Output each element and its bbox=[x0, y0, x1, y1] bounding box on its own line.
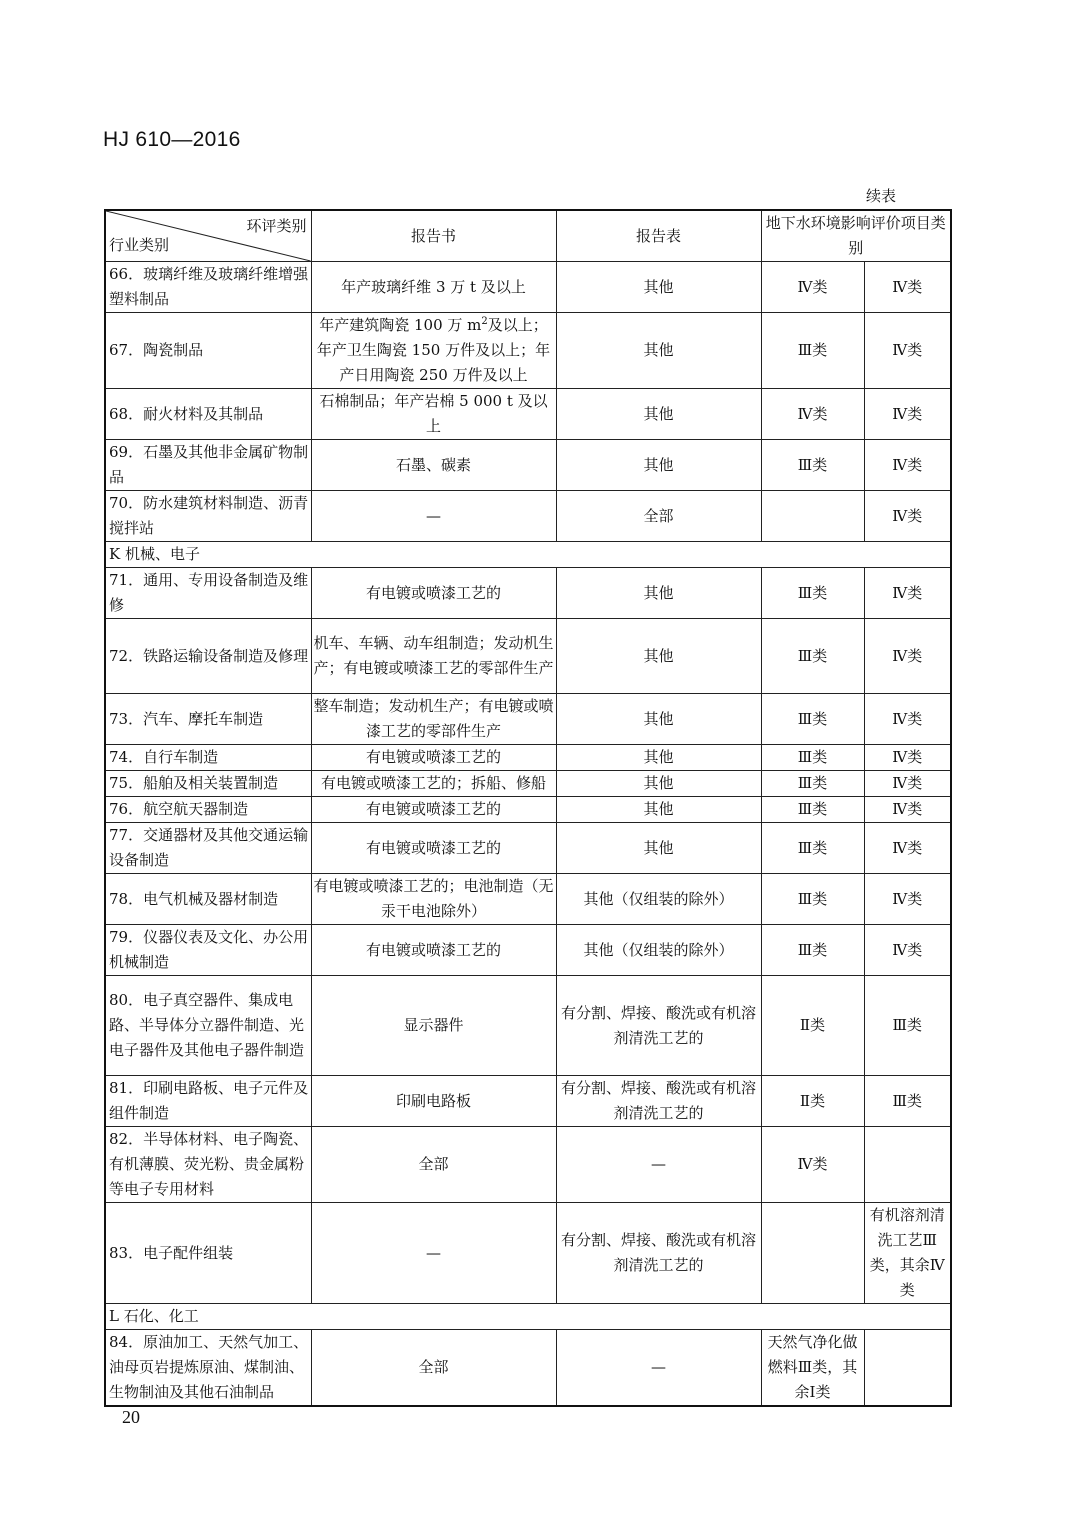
report-cell: 石墨、碳素 bbox=[311, 440, 556, 491]
table-row bbox=[105, 745, 951, 771]
form-cell: 其他 bbox=[556, 568, 761, 619]
industry-cell: 75．船舶及相关装置制造 bbox=[105, 771, 311, 797]
category-cell-2: 有机溶剂清洗工艺Ⅲ类，其余Ⅳ类 bbox=[864, 1203, 951, 1304]
form-cell: 其他（仅组装的除外） bbox=[556, 874, 761, 925]
industry-cell: 81．印刷电路板、电子元件及组件制造 bbox=[105, 1076, 311, 1127]
category-cell-2: Ⅳ类 bbox=[864, 262, 951, 313]
category-cell-1: Ⅳ类 bbox=[761, 262, 864, 313]
header-category: 地下水环境影响评价项目类别 bbox=[761, 210, 951, 262]
table-row bbox=[105, 568, 951, 619]
report-cell: 有电镀或喷漆工艺的；电池制造（无汞干电池除外） bbox=[311, 874, 556, 925]
category-cell-2: Ⅳ类 bbox=[864, 745, 951, 771]
category-cell-2: Ⅳ类 bbox=[864, 694, 951, 745]
category-cell-2: Ⅳ类 bbox=[864, 389, 951, 440]
industry-cell: 74．自行车制造 bbox=[105, 745, 311, 771]
diagonal-header-cell bbox=[105, 210, 311, 262]
category-cell-2 bbox=[864, 1330, 951, 1407]
category-cell-1: Ⅲ类 bbox=[761, 313, 864, 389]
form-cell: — bbox=[556, 1330, 761, 1407]
superscript: 2 bbox=[481, 316, 488, 327]
industry-cell: 83．电子配件组装 bbox=[105, 1203, 311, 1304]
table-row bbox=[105, 874, 951, 925]
industry-cell: 66．玻璃纤维及玻璃纤维增强塑料制品 bbox=[105, 262, 311, 313]
category-cell-2: Ⅳ类 bbox=[864, 491, 951, 542]
category-cell-2: Ⅳ类 bbox=[864, 619, 951, 694]
industry-cell: 70．防水建筑材料制造、沥青搅拌站 bbox=[105, 491, 311, 542]
table-header-row bbox=[105, 210, 951, 262]
form-cell: 其他 bbox=[556, 823, 761, 874]
report-cell: 整车制造；发动机生产；有电镀或喷漆工艺的零部件生产 bbox=[311, 694, 556, 745]
table-row bbox=[105, 440, 951, 491]
header-report: 报告书 bbox=[311, 210, 556, 262]
category-cell-2: Ⅳ类 bbox=[864, 771, 951, 797]
category-cell-1: Ⅲ类 bbox=[761, 823, 864, 874]
continued-label: 续表 bbox=[866, 187, 897, 205]
report-cell: 有电镀或喷漆工艺的 bbox=[311, 568, 556, 619]
form-cell: 有分割、焊接、酸洗或有机溶剂清洗工艺的 bbox=[556, 976, 761, 1076]
form-cell: 其他 bbox=[556, 262, 761, 313]
category-cell-1: Ⅱ类 bbox=[761, 976, 864, 1076]
form-cell: 其他 bbox=[556, 771, 761, 797]
category-cell-2: Ⅳ类 bbox=[864, 313, 951, 389]
industry-cell: 82．半导体材料、电子陶瓷、有机薄膜、荧光粉、贵金属粉等电子专用材料 bbox=[105, 1127, 311, 1203]
report-cell: 石棉制品；年产岩棉 5 000 t 及以上 bbox=[311, 389, 556, 440]
report-cell: — bbox=[311, 491, 556, 542]
document-code: HJ 610—2016 bbox=[103, 128, 241, 151]
table-row bbox=[105, 771, 951, 797]
diagonal-bottom-label: 行业类别 bbox=[109, 236, 170, 254]
form-cell: 有分割、焊接、酸洗或有机溶剂清洗工艺的 bbox=[556, 1076, 761, 1127]
category-cell-1: Ⅲ类 bbox=[761, 568, 864, 619]
report-cell: 有电镀或喷漆工艺的 bbox=[311, 925, 556, 976]
category-cell-1: Ⅲ类 bbox=[761, 771, 864, 797]
category-cell-1: Ⅳ类 bbox=[761, 389, 864, 440]
table-row bbox=[105, 313, 951, 389]
table-row bbox=[105, 1127, 951, 1203]
industry-cell: 80．电子真空器件、集成电路、半导体分立器件制造、光电子器件及其他电子器件制造 bbox=[105, 976, 311, 1076]
table-row bbox=[105, 389, 951, 440]
category-cell-2 bbox=[864, 1127, 951, 1203]
table-row bbox=[105, 925, 951, 976]
form-cell: 有分割、焊接、酸洗或有机溶剂清洗工艺的 bbox=[556, 1203, 761, 1304]
industry-cell: 79．仪器仪表及文化、办公用机械制造 bbox=[105, 925, 311, 976]
category-cell-2: Ⅳ类 bbox=[864, 874, 951, 925]
category-cell-1 bbox=[761, 491, 864, 542]
category-cell-2: Ⅲ类 bbox=[864, 976, 951, 1076]
form-cell: 其他 bbox=[556, 619, 761, 694]
report-cell: 机车、车辆、动车组制造；发动机生产；有电镀或喷漆工艺的零部件生产 bbox=[311, 619, 556, 694]
form-cell: 其他 bbox=[556, 745, 761, 771]
category-cell-2: Ⅳ类 bbox=[864, 925, 951, 976]
category-cell-1: Ⅱ类 bbox=[761, 1076, 864, 1127]
classification-table bbox=[104, 209, 952, 1407]
category-cell-2: Ⅳ类 bbox=[864, 440, 951, 491]
category-cell-2: Ⅲ类 bbox=[864, 1076, 951, 1127]
table-row bbox=[105, 976, 951, 1076]
industry-cell: 72．铁路运输设备制造及修理 bbox=[105, 619, 311, 694]
category-cell-1: Ⅲ类 bbox=[761, 797, 864, 823]
form-cell: 其他（仅组装的除外） bbox=[556, 925, 761, 976]
table-row bbox=[105, 619, 951, 694]
table-row bbox=[105, 1203, 951, 1304]
industry-cell: 73．汽车、摩托车制造 bbox=[105, 694, 311, 745]
industry-cell: 76．航空航天器制造 bbox=[105, 797, 311, 823]
category-cell-1: Ⅲ类 bbox=[761, 694, 864, 745]
page-number: 20 bbox=[122, 1407, 140, 1427]
industry-cell: 77．交通器材及其他交通运输设备制造 bbox=[105, 823, 311, 874]
form-cell: 其他 bbox=[556, 694, 761, 745]
category-cell-1: 天然气净化做燃料Ⅲ类，其余Ⅰ类 bbox=[761, 1330, 864, 1407]
form-cell: 其他 bbox=[556, 313, 761, 389]
category-cell-1: Ⅲ类 bbox=[761, 619, 864, 694]
report-cell: 有电镀或喷漆工艺的 bbox=[311, 745, 556, 771]
report-cell: 有电镀或喷漆工艺的 bbox=[311, 797, 556, 823]
category-cell-1: Ⅲ类 bbox=[761, 874, 864, 925]
form-cell: 其他 bbox=[556, 797, 761, 823]
section-label: K 机械、电子 bbox=[105, 542, 951, 568]
report-cell: 全部 bbox=[311, 1330, 556, 1407]
industry-cell: 67．陶瓷制品 bbox=[105, 313, 311, 389]
industry-cell: 69．石墨及其他非金属矿物制品 bbox=[105, 440, 311, 491]
form-cell: 其他 bbox=[556, 389, 761, 440]
report-cell: 有电镀或喷漆工艺的 bbox=[311, 823, 556, 874]
diagonal-top-label: 环评类别 bbox=[246, 217, 307, 235]
industry-cell: 84．原油加工、天然气加工、油母页岩提炼原油、煤制油、生物制油及其他石油制品 bbox=[105, 1330, 311, 1407]
industry-cell: 71．通用、专用设备制造及维修 bbox=[105, 568, 311, 619]
industry-cell: 78．电气机械及器材制造 bbox=[105, 874, 311, 925]
report-cell: — bbox=[311, 1203, 556, 1304]
table-row bbox=[105, 797, 951, 823]
table-row bbox=[105, 1076, 951, 1127]
industry-cell: 68．耐火材料及其制品 bbox=[105, 389, 311, 440]
form-cell: 其他 bbox=[556, 440, 761, 491]
table-row bbox=[105, 694, 951, 745]
table-row bbox=[105, 262, 951, 313]
category-cell-2: Ⅳ类 bbox=[864, 568, 951, 619]
table-row bbox=[105, 1330, 951, 1407]
category-cell-1: Ⅲ类 bbox=[761, 745, 864, 771]
report-cell: 有电镀或喷漆工艺的；拆船、修船 bbox=[311, 771, 556, 797]
category-cell-1: Ⅳ类 bbox=[761, 1127, 864, 1203]
report-cell: 年产玻璃纤维 3 万 t 及以上 bbox=[311, 262, 556, 313]
section-row bbox=[105, 1304, 951, 1330]
category-cell-2: Ⅳ类 bbox=[864, 823, 951, 874]
header-form: 报告表 bbox=[556, 210, 761, 262]
report-cell: 全部 bbox=[311, 1127, 556, 1203]
section-row bbox=[105, 542, 951, 568]
category-cell-2: Ⅳ类 bbox=[864, 797, 951, 823]
report-cell: 年产建筑陶瓷 100 万 $m^2$及以上；年产卫生陶瓷 150 万件及以上；年产日用陶瓷 250 万件及以上 bbox=[311, 313, 556, 389]
report-cell: 印刷电路板 bbox=[311, 1076, 556, 1127]
table-row bbox=[105, 491, 951, 542]
form-cell: — bbox=[556, 1127, 761, 1203]
category-cell-1: Ⅲ类 bbox=[761, 925, 864, 976]
table-row bbox=[105, 823, 951, 874]
report-cell: 显示器件 bbox=[311, 976, 556, 1076]
category-cell-1: Ⅲ类 bbox=[761, 440, 864, 491]
section-label: L 石化、化工 bbox=[105, 1304, 951, 1330]
form-cell: 全部 bbox=[556, 491, 761, 542]
category-cell-1 bbox=[761, 1203, 864, 1304]
